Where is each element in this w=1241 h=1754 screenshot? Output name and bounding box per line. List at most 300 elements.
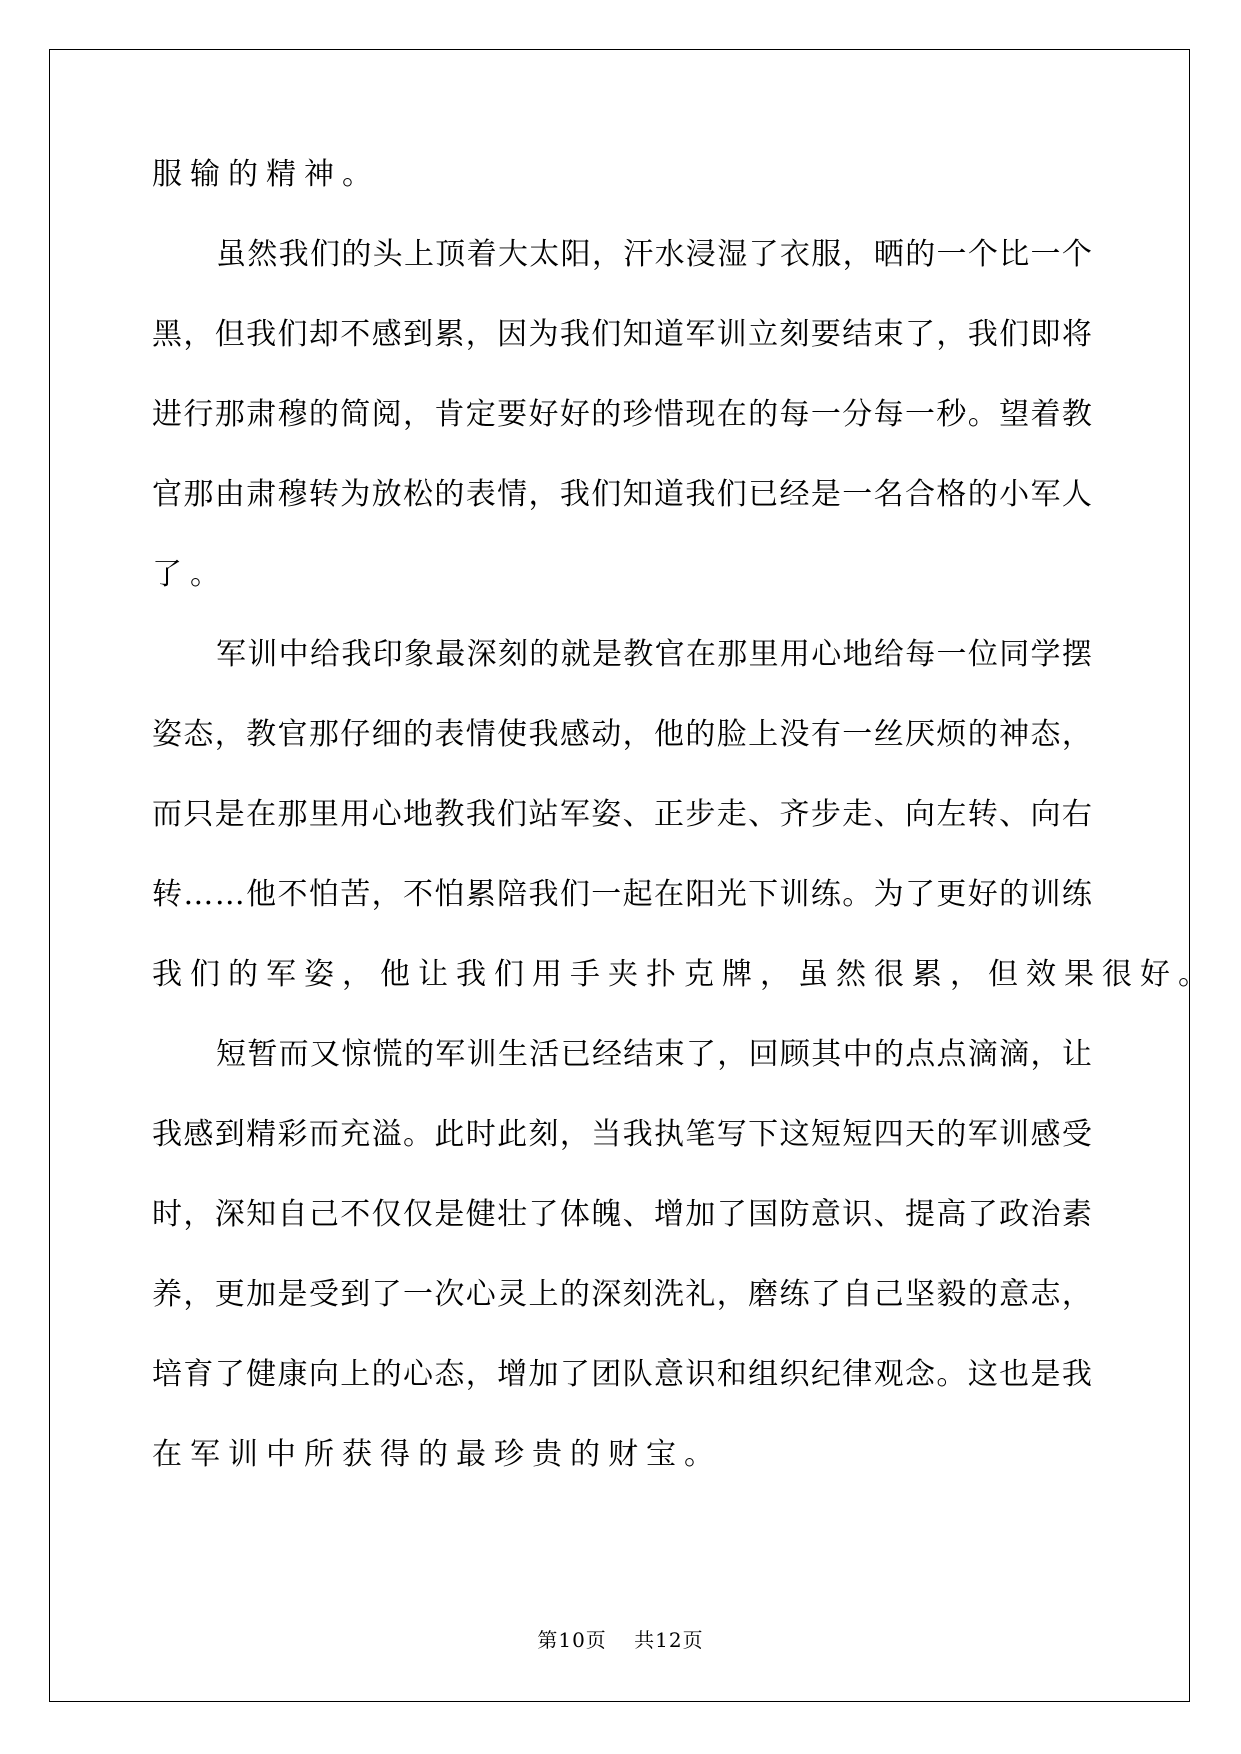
text-char: ，	[183, 1277, 214, 1312]
text-char: 纪	[810, 1357, 841, 1392]
text-char: …	[183, 877, 214, 912]
text-char: 、	[873, 1197, 904, 1232]
text-char: 的	[967, 1277, 998, 1312]
text-char: 合	[905, 477, 935, 512]
text-char: 在	[716, 397, 747, 432]
text-char: 健	[465, 1197, 496, 1232]
text-char: 不	[403, 877, 433, 912]
text-char: 练	[1061, 877, 1092, 912]
text-char: 们	[716, 477, 747, 512]
text-char: 好	[967, 877, 998, 912]
text-char: 秒	[936, 397, 967, 432]
text-char: 态	[183, 717, 214, 752]
text-char: 团	[591, 1357, 622, 1392]
text-char: 们	[497, 797, 528, 832]
text-char: 右	[1061, 797, 1092, 832]
text-char: 转	[967, 797, 998, 832]
text-char: 精	[266, 157, 304, 192]
text-char: 的	[403, 717, 433, 752]
text-char: ，	[1061, 717, 1092, 752]
text-char: 累	[912, 957, 950, 992]
text-char: 阅	[371, 397, 402, 432]
text-char: 国	[748, 1197, 779, 1232]
text-char: 刻	[779, 317, 810, 352]
text-char: 光	[716, 877, 747, 912]
text-char: ，	[936, 317, 967, 352]
text-char: 壮	[497, 1197, 528, 1232]
text-char: 的	[228, 157, 266, 192]
text-char: 我	[1061, 1357, 1092, 1392]
text-char: 仅	[403, 1197, 433, 1232]
text-char: 知	[246, 1197, 277, 1232]
text-char: 丝	[873, 717, 904, 752]
text-char: 天	[905, 1117, 935, 1152]
text-char: 队	[622, 1357, 653, 1392]
text-char: 给	[309, 637, 340, 672]
text-char: 阳	[685, 877, 716, 912]
text-line	[152, 717, 1092, 752]
text-char: 里	[308, 797, 339, 832]
text-char: 用	[340, 797, 371, 832]
text-char: 束	[654, 1037, 685, 1072]
text-char: 治	[1030, 1197, 1061, 1232]
text-char: 体	[559, 1197, 590, 1232]
text-char: 位	[967, 637, 998, 672]
text-char: ，	[716, 1277, 747, 1312]
text-char: 的	[418, 1437, 456, 1472]
text-char: 仔	[340, 717, 371, 752]
text-char: 效	[1026, 957, 1064, 992]
text-char: 仅	[371, 1197, 402, 1232]
text-char: ，	[465, 317, 496, 352]
text-char: ，	[214, 717, 245, 752]
text-char: 一	[591, 877, 622, 912]
text-char: 阳	[560, 237, 591, 272]
text-char: 虽	[798, 957, 836, 992]
text-char: 齐	[779, 797, 810, 832]
text-char: 神	[999, 717, 1030, 752]
text-char: 深	[214, 1197, 245, 1232]
text-char: 他	[654, 717, 684, 752]
text-char: 已	[560, 1037, 591, 1072]
text-char: 了	[528, 1197, 559, 1232]
text-char: ，	[717, 1037, 748, 1072]
text-char: 因	[497, 317, 528, 352]
text-char: 获	[342, 1437, 380, 1472]
text-char: 我	[341, 637, 372, 672]
text-char: 识	[842, 1197, 873, 1232]
text-char: 服	[811, 237, 842, 272]
text-char: 。	[1178, 957, 1216, 992]
text-char: 为	[873, 877, 904, 912]
text-char: 了	[810, 1277, 841, 1312]
text-char: 时	[465, 1117, 496, 1152]
text-char: 行	[183, 397, 214, 432]
text-char: 地	[403, 797, 433, 832]
text-char: 增	[654, 1197, 684, 1232]
text-char: …	[214, 877, 245, 912]
text-char: 象	[403, 637, 434, 672]
text-char: 教	[434, 797, 465, 832]
text-char: 军	[216, 637, 246, 672]
text-char: 一	[1030, 237, 1061, 272]
text-char: 的	[967, 717, 998, 752]
text-char: 军	[435, 1037, 466, 1072]
text-char: ，	[950, 957, 988, 992]
text-char: 写	[716, 1117, 747, 1152]
text-char: 姿	[152, 717, 182, 752]
text-char: 手	[570, 957, 608, 992]
text-char: 、	[748, 797, 779, 832]
text-char: 训	[999, 1117, 1030, 1152]
text-char: 自	[277, 1197, 308, 1232]
text-char: 训	[466, 1037, 497, 1072]
text-char: 感	[559, 717, 590, 752]
text-line	[152, 797, 1092, 832]
text-char: 松	[403, 477, 433, 512]
text-char: 有	[810, 717, 841, 752]
text-char: 的	[403, 1037, 434, 1072]
text-char: 一	[842, 477, 873, 512]
text-char: 慌	[372, 1037, 403, 1072]
text-char: 大	[497, 237, 528, 272]
text-char: 在	[685, 637, 716, 672]
text-char: 训	[716, 317, 747, 352]
text-char: 。	[967, 397, 998, 432]
text-char: 的	[936, 1117, 967, 1152]
text-char: 汗	[623, 237, 654, 272]
text-char: 滴	[999, 1037, 1030, 1072]
text-char: 给	[873, 637, 904, 672]
text-char: 用	[532, 957, 570, 992]
text-line	[152, 157, 1092, 192]
text-char: 印	[372, 637, 403, 672]
text-char: 、	[622, 1197, 653, 1232]
text-line	[152, 957, 1216, 992]
text-char: ，	[403, 397, 433, 432]
text-char: 头	[372, 237, 403, 272]
text-char: 由	[214, 477, 245, 512]
text-char: 。	[684, 1437, 722, 1472]
text-char: 了	[152, 557, 190, 592]
text-char: 结	[842, 317, 873, 352]
text-char: ，	[342, 957, 380, 992]
text-char: 使	[497, 717, 528, 752]
text-char: 左	[936, 797, 967, 832]
text-char: 高	[936, 1197, 967, 1232]
text-char: 束	[873, 317, 904, 352]
text-char: 加	[685, 1197, 716, 1232]
text-char: 太	[529, 237, 560, 272]
text-line	[152, 397, 1092, 432]
text-char: 执	[654, 1117, 684, 1152]
text-char: 姿	[591, 797, 622, 832]
text-char: 、	[999, 797, 1030, 832]
text-char: ，	[371, 877, 402, 912]
text-char: 输	[190, 157, 228, 192]
text-char: 名	[873, 477, 904, 512]
text-char: 暂	[247, 1037, 278, 1072]
text-char: 不	[277, 877, 308, 912]
text-char: 他	[246, 877, 277, 912]
text-char: 教	[623, 637, 654, 672]
text-char: 礼	[685, 1277, 716, 1312]
text-char: 提	[905, 1197, 935, 1232]
text-char: 官	[277, 717, 308, 752]
text-char: 律	[842, 1357, 873, 1392]
text-char: 简	[340, 397, 371, 432]
text-char: 虽	[216, 237, 246, 272]
text-char: ，	[1030, 1037, 1061, 1072]
text-char: 累	[434, 317, 465, 352]
text-char: 志	[1030, 1277, 1061, 1312]
text-char: 宝	[646, 1437, 684, 1472]
text-char: 意	[999, 1277, 1030, 1312]
text-char: 增	[497, 1357, 528, 1392]
text-char: ，	[183, 1197, 214, 1232]
text-char: 姿	[304, 957, 342, 992]
text-char: 服	[152, 157, 190, 192]
text-char: 那	[183, 477, 214, 512]
text-char: 们	[591, 317, 622, 352]
text-char: 的	[873, 1037, 904, 1072]
text-char: 而	[308, 1117, 339, 1152]
text-char: 短	[842, 1117, 873, 1152]
text-char: 但	[988, 957, 1026, 992]
text-char: 小	[999, 477, 1030, 512]
text-char: 军	[685, 317, 716, 352]
text-char: 夹	[608, 957, 646, 992]
text-char: 里	[748, 637, 779, 672]
text-char: 是	[277, 1277, 308, 1312]
text-char: 浸	[685, 237, 716, 272]
text-char: 我	[559, 477, 590, 512]
text-char: 脸	[716, 717, 747, 752]
text-char: 我	[559, 317, 590, 352]
text-char: 知	[622, 477, 653, 512]
text-char: 起	[622, 877, 653, 912]
text-char: 每	[905, 637, 936, 672]
text-line	[152, 1197, 1092, 1232]
text-char: 刻	[622, 1277, 653, 1312]
text-char: 下	[748, 877, 779, 912]
text-char: 这	[967, 1357, 998, 1392]
text-char: 牌	[722, 957, 760, 992]
text-char: 。	[342, 157, 380, 192]
text-char: 细	[371, 717, 402, 752]
text-char: 识	[685, 1357, 716, 1392]
text-char: 站	[528, 797, 559, 832]
text-char: 而	[278, 1037, 309, 1072]
text-char: 养	[152, 1277, 182, 1312]
text-char: 练	[810, 877, 841, 912]
text-char: 了	[905, 317, 935, 352]
text-char: 是	[1030, 1357, 1061, 1392]
text-char: 那	[277, 797, 308, 832]
text-char: 们	[999, 317, 1030, 352]
text-char: 们	[190, 957, 228, 992]
text-char: 心	[811, 637, 842, 672]
text-char: ，	[842, 237, 873, 272]
text-char: 军	[967, 1117, 998, 1152]
text-char: 所	[304, 1437, 342, 1472]
text-char: 穆	[277, 397, 308, 432]
text-char: 的	[371, 1357, 402, 1392]
text-char: 衣	[779, 237, 810, 272]
text-char: 黑	[152, 317, 182, 352]
text-char: 湿	[717, 237, 748, 272]
text-char: 我	[456, 957, 494, 992]
text-char: 我	[528, 877, 559, 912]
text-char: 定	[465, 397, 496, 432]
text-char: 没	[779, 717, 810, 752]
text-char: 观	[873, 1357, 904, 1392]
text-char: 。	[403, 1117, 433, 1152]
text-char: 在	[246, 797, 277, 832]
text-char: 怕	[308, 877, 339, 912]
document-body	[152, 157, 1216, 1520]
text-char: 。	[936, 1357, 967, 1392]
text-char: 为	[528, 317, 559, 352]
text-line	[152, 317, 1092, 352]
text-char: 这	[779, 1117, 810, 1152]
text-char: 只	[183, 797, 214, 832]
text-char: 回	[748, 1037, 779, 1072]
text-char: 格	[936, 477, 967, 512]
text-char: ，	[622, 717, 653, 752]
text-char: 我	[622, 1117, 653, 1152]
text-char: ，	[465, 1357, 496, 1392]
text-char: 每	[779, 397, 810, 432]
text-char: 情	[465, 717, 496, 752]
text-char: 同	[999, 637, 1030, 672]
text-char: 中	[842, 1037, 873, 1072]
text-char: 素	[1061, 1197, 1092, 1232]
text-char: 肃	[246, 397, 277, 432]
text-char: 克	[684, 957, 722, 992]
text-char: 了	[748, 237, 779, 272]
text-char: 为	[340, 477, 371, 512]
text-char: 走	[716, 797, 747, 832]
text-char: 了	[559, 1357, 590, 1392]
text-char: 走	[842, 797, 873, 832]
text-char: 了	[371, 1277, 402, 1312]
text-char: 肯	[434, 397, 465, 432]
text-char: 表	[465, 477, 496, 512]
text-char: 珍	[494, 1437, 532, 1472]
text-char: 怕	[434, 877, 465, 912]
text-char: 立	[748, 317, 779, 352]
text-char: 点	[905, 1037, 936, 1072]
page-total: 共12页	[634, 1628, 704, 1652]
text-char: 果	[1064, 957, 1102, 992]
text-char: 着	[1030, 397, 1061, 432]
text-char: 了	[967, 1197, 998, 1232]
text-char: 神	[304, 157, 342, 192]
text-char: 加	[528, 1357, 559, 1392]
text-char: 更	[214, 1277, 245, 1312]
text-char: 们	[591, 477, 622, 512]
text-char: 将	[1061, 317, 1092, 352]
text-char: 转	[308, 477, 339, 512]
text-char: 培	[152, 1357, 182, 1392]
text-char: 的	[570, 1437, 608, 1472]
text-char: 和	[716, 1357, 747, 1392]
text-char: 健	[246, 1357, 277, 1392]
text-char: 训	[228, 1437, 266, 1472]
text-char: 训	[779, 877, 810, 912]
text-char: 的	[341, 237, 372, 272]
text-char: 上	[748, 717, 779, 752]
text-char: 望	[999, 397, 1030, 432]
text-char: 然	[247, 237, 278, 272]
text-char: 我	[278, 237, 309, 272]
text-char: 了	[685, 1037, 716, 1072]
text-char: 们	[494, 957, 532, 992]
text-char: 。	[842, 877, 873, 912]
text-char: 更	[936, 877, 967, 912]
text-char: 分	[842, 397, 873, 432]
text-char: 道	[654, 477, 684, 512]
text-char: 毅	[936, 1277, 967, 1312]
text-char: 此	[434, 1117, 465, 1152]
text-char: 我	[246, 317, 277, 352]
text-line	[152, 1357, 1092, 1392]
text-char: 好	[1140, 957, 1178, 992]
text-char: 肃	[246, 477, 277, 512]
text-char: 的	[967, 477, 998, 512]
text-char: 的	[905, 237, 936, 272]
text-line	[152, 1117, 1092, 1152]
text-char: 那	[308, 717, 339, 752]
text-char: 一	[905, 397, 935, 432]
text-char: 放	[371, 477, 402, 512]
text-char: 不	[340, 1197, 371, 1232]
text-char: 、	[622, 797, 653, 832]
text-char: 在	[152, 1437, 190, 1472]
text-char: 然	[836, 957, 874, 992]
text-char: 我	[528, 717, 559, 752]
text-char: 现	[685, 397, 716, 432]
text-char: 康	[277, 1357, 308, 1392]
text-char: 步	[685, 797, 716, 832]
text-char: 刻	[528, 1117, 559, 1152]
text-char: 用	[779, 637, 810, 672]
text-char: 一	[936, 637, 967, 672]
text-char: 表	[434, 717, 465, 752]
text-char: 练	[779, 1277, 810, 1312]
text-char: 意	[810, 1197, 841, 1232]
text-char: 却	[308, 317, 339, 352]
text-char: 的	[228, 957, 266, 992]
text-char: 动	[591, 717, 622, 752]
text-char: 就	[560, 637, 591, 672]
page-footer	[0, 1628, 1241, 1652]
text-char: 一	[810, 397, 841, 432]
text-char: 自	[842, 1277, 873, 1312]
text-char: 进	[152, 397, 182, 432]
text-char: 但	[214, 317, 245, 352]
text-char: 我	[465, 797, 496, 832]
text-char: 而	[152, 797, 182, 832]
text-line	[152, 1037, 1092, 1072]
text-char: 军	[266, 957, 304, 992]
text-char: 军	[559, 797, 590, 832]
text-char: 一	[936, 237, 967, 272]
text-line	[152, 1437, 1092, 1472]
text-char: 下	[748, 1117, 779, 1152]
text-line	[152, 1277, 1092, 1312]
